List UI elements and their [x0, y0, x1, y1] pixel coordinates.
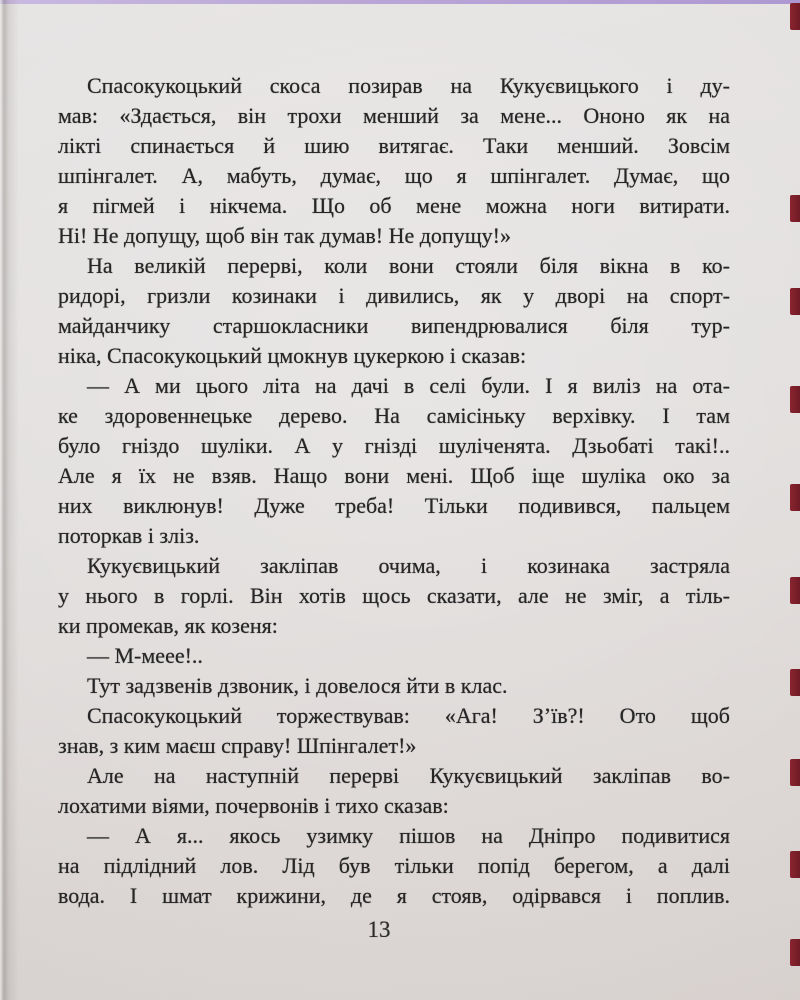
text-line: на підлідний лов. Лід був тільки попід берегом, а далі: [58, 853, 730, 878]
text-line: — А я... якось узимку пішов на Дніпро подивитися: [87, 823, 730, 848]
adjacent-page-edge: [0, 0, 800, 4]
text-line: Але на наступній перерві Кукуєвицький закліпав во-: [87, 763, 730, 788]
fore-edge-tab: [790, 3, 800, 30]
text-line: ридорі, гризли козинаки і дивились, як у дворі на спорт-: [58, 283, 730, 308]
fore-edge-tab: [790, 577, 800, 604]
text-line: мав: «Здається, він трохи менший за мене... Ононо як на: [58, 103, 730, 128]
text-line: було гніздо шуліки. А у гнізді шуліченята. Дзьобаті такі!..: [58, 433, 730, 458]
text-line: Але я їх не взяв. Нащо вони мені. Щоб іще шуліка око за: [58, 463, 730, 488]
page-gutter-shadow: [0, 0, 20, 1000]
text-line: Ні! Не допущу, щоб він так думав! Не допущу!»: [58, 223, 511, 248]
text-line: шпінгалет. А, мабуть, думає, що я шпінгалет. Думає, що: [58, 163, 730, 188]
text-line: я пігмей і нікчема. Що об мене можна ноги витирати.: [58, 193, 730, 218]
text-line: Тут задзвенів дзвоник, і довелося йти в клас.: [87, 673, 508, 698]
text-line: ки промекав, як козеня:: [58, 613, 278, 638]
text-line: — М-меее!..: [87, 643, 203, 668]
text-line: поторкав і зліз.: [58, 523, 200, 548]
text-line: лохатими віями, почервонів і тихо сказав:: [58, 793, 449, 818]
text-line: Спасокукоцький скоса позирав на Кукуєвицького і ду-: [87, 73, 730, 98]
fore-edge-tab: [790, 195, 800, 222]
fore-edge-tab: [790, 484, 800, 511]
fore-edge-tab: [790, 759, 800, 786]
page-text-block: [58, 71, 730, 911]
text-line: у нього в горлі. Він хотів щось сказати, але не зміг, а тіль-: [58, 583, 730, 608]
text-line: майданчику старшокласники випендрювалися біля тур-: [58, 313, 730, 338]
text-line: вода. І шмат крижини, де я стояв, одірвався і поплив.: [58, 883, 730, 908]
fore-edge-tab: [790, 386, 800, 413]
text-line: Кукуєвицький закліпав очима, і козинака застряла: [87, 553, 730, 578]
text-line: ке здоровеннецьке дерево. На самісіньку верхівку. І там: [58, 403, 730, 428]
fore-edge-tab: [790, 939, 800, 966]
page-number: 13: [367, 917, 391, 942]
text-line: лікті спинається й шию витягає. Таки менший. Зовсім: [58, 133, 730, 158]
fore-edge-tab: [790, 669, 800, 696]
text-line: ніка, Спасокукоцький цмокнув цукеркою і сказав:: [58, 343, 527, 368]
text-line: На великій перерві, коли вони стояли біля вікна в ко-: [87, 253, 730, 278]
fore-edge-tab: [790, 288, 800, 315]
text-line: знав, з ким маєш справу! Шпінгалет!»: [58, 733, 417, 758]
text-line: — А ми цього літа на дачі в селі були. І я виліз на ота-: [87, 373, 730, 398]
text-line: них виклюнув! Дуже треба! Тільки подивився, пальцем: [58, 493, 730, 518]
text-line: Спасокукоцький торжествував: «Ага! З’їв?! Ото щоб: [87, 703, 730, 728]
fore-edge-tab: [790, 851, 800, 878]
